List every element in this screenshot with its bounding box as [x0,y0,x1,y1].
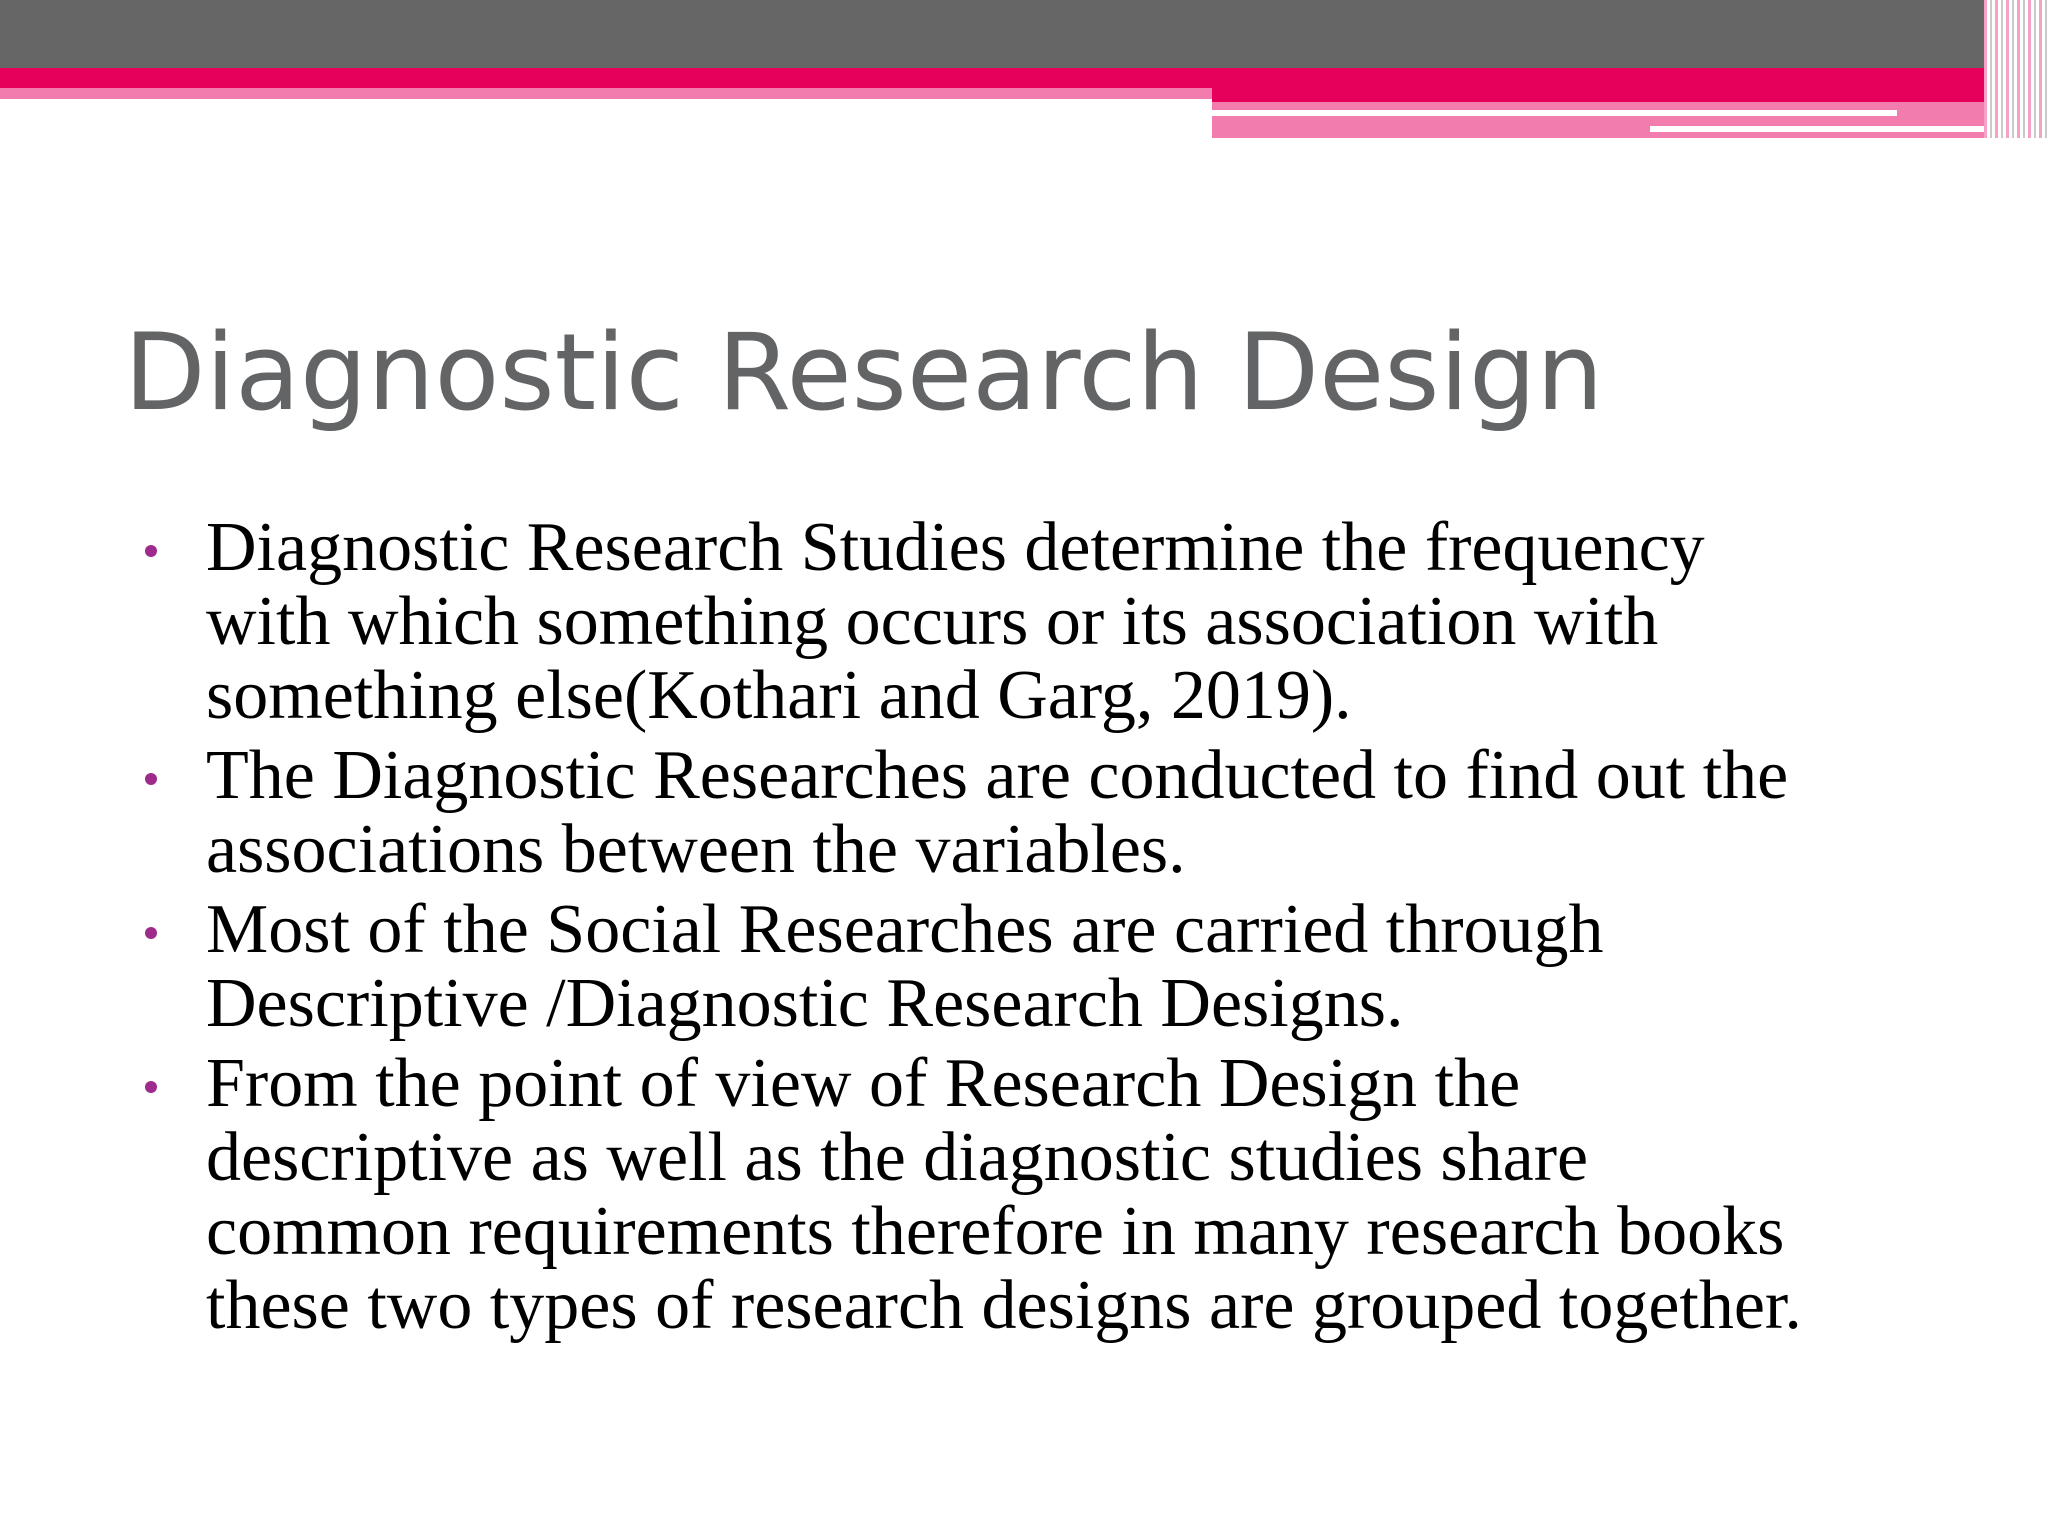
bullet-dot-icon [145,773,157,785]
bullet-dot-icon [145,927,157,939]
bullet-item [145,1047,2025,1343]
bullet-dot-icon [145,545,157,557]
slide-title: Diagnostic Research Design [124,311,1604,434]
header-white-stripe-short [1650,126,1984,132]
bullet-dot-icon [145,1081,157,1093]
bullet-text-line: these two types of research designs are grouped together. [206,1267,1802,1344]
bullet-item [145,739,2025,887]
bullet-text-line: From the point of view of Research Design the [206,1045,1521,1122]
bullet-text-line: descriptive as well as the diagnostic studies share [206,1119,1589,1196]
header-pink-band-right [1212,102,1984,138]
bullet-list [145,511,2025,1349]
bullet-text-line: Descriptive /Diagnostic Research Designs. [206,965,1404,1042]
bullet-text-line: The Diagnostic Researches are conducted to find out the [206,737,1789,814]
bullet-text-line: common requirements therefore in many research books [206,1193,1785,1270]
bullet-text-line: Diagnostic Research Studies determine the frequency [206,509,1705,586]
header-edge-lines [1984,0,2048,138]
header-crimson-band [0,68,1984,88]
header-gray-band [0,0,2048,68]
bullet-text-line: associations between the variables. [206,811,1186,888]
bullet-text-line: something else(Kothari and Garg, 2019). [206,657,1352,734]
bullet-text-line: Most of the Social Researches are carried through [206,891,1604,968]
bullet-text-line: with which something occurs or its association with [206,583,1659,660]
header-white-stripe [1212,110,1897,116]
header-crimson-band-right [1212,88,1984,102]
bullet-item [145,511,2025,733]
header-pink-band-left [0,88,1212,99]
bullet-item [145,893,2025,1041]
